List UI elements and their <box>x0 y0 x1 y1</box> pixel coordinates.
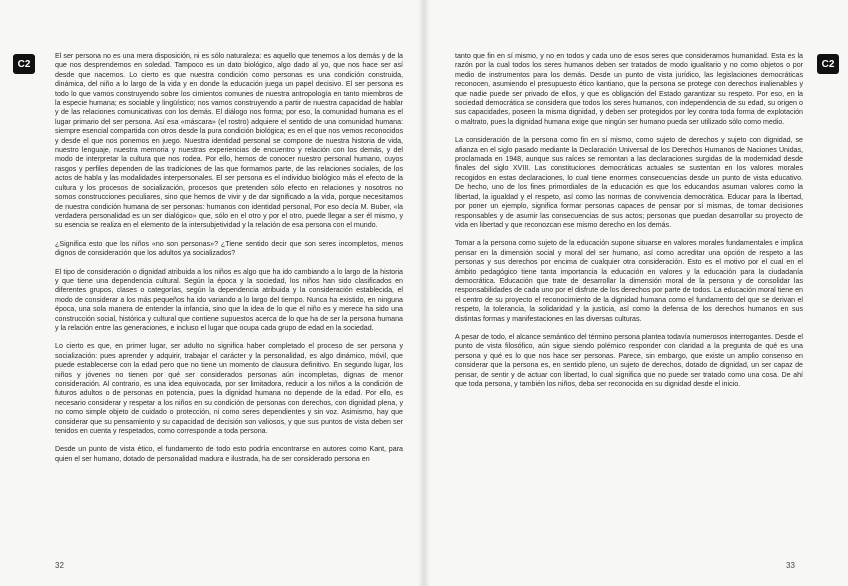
page-number-right: 33 <box>786 561 795 570</box>
right-text-column <box>455 52 803 389</box>
page-number-left: 32 <box>55 561 64 570</box>
paragraph: Tomar a la persona como sujeto de la educación supone situarse en valores morales fundamentales e implica pensar en la dimensión social y moral del ser humano, así como acreditar una opción de respeto a las personas y sus derechos por encima de cualquier otra consideración. Esto es el motivo por el cual en el ámbito pedagógico tiene tanta importancia la educación en valores y la educación para la ciudadanía democrática. Educación que trate de desarrollar la dimensión moral de la persona y de consolidar las responsabilidades de cada uno por el disfrute de los derechos por parte de todos. La educación moral tiene en el centro de su proyecto el reconocimiento de la dignidad humana como el fundamento del que se derivan el respeto, la tolerancia, la solidaridad y la justicia, así como la defensa de los derechos humanos en sus distintas formas y manifestaciones en las diversas culturas. <box>455 239 803 323</box>
paragraph: Desde un punto de vista ético, el fundamento de todo esto podría encontrarse en autores como Kant, para quien el ser humano, dotado de personalidad madura e ilustrada, ha de ser considerado persona en <box>55 445 403 463</box>
paragraph: El ser persona no es una mera disposición, ni es sólo naturaleza: es aquello que tenemos a los demás y de la que nos desprendemos en soledad. Tampoco es un dato biológico, algo dado al yo, que nos hace ser así desde que nacemos. Lo cierto es que nuestra condición como personas es una condición construida, dinámica, del niño a lo largo de la vida y en donde la educación juega un papel decisivo. El ser persona es todo lo que vamos construyendo sobre los cimientos comunes de nuestra antropología en tanto miembros de la especie humana; es sociable y lingüístico; nos vamos construyendo a partir de nuestra capacidad de hablar y de las relaciones comunicativas con los demás. El diálogo nos forma; por eso, la comunidad humana es el lugar primario del ser persona. Así esa «máscara» (el rostro) adquiere el sentido de una comunidad humana: siempre esencial compartida con otros desde la pura condición biológica; es en el que nos vemos reconocidos y desde el que nos ponemos en juego. Nuestra identidad personal se compone de nuestra historia de vida, nuestro lenguaje, nuestra memoria y nuestras experiencias de encuentro y relación con los demás, y del modo de interpretar la cultura que nos rodea. Por ello, hemos de conocer nuestro personal humano, cuyos rasgos y perfiles dependen de las tradiciones de las que formamos parte, de las relaciones sociales, de los actos de habla y las modalidades interpersonales. El ser persona es el individuo biológico más el efecto de la cultura y los procesos de socialización, procesos que pretenden sólo efecto en relaciones y nosotros no somos construcciones peculiares, sino que hemos de vivir y de dar significado a la vida, porque necesitamos de nuestra condición humana de ser personas: humanos con identidad personal, Por eso decía M. Buber, «la verdadera personalidad es un ser dialógico» que, sólo en el otro y por el otro, puede llegar a ser él mismo, y su esencia se realiza en el elemento de la intersubjetividad y la relación de esa persona con el mundo. <box>55 52 403 230</box>
paragraph: El tipo de consideración o dignidad atribuida a los niños es algo que ha ido cambiando a lo largo de la historia y que tiene una dependencia cultural. Según la época y la sociedad, los niños han sido clasificados en diferentes grupos, clases o categorías, según la dependencia atribuida y la consideración establecida, el modo de considerar a los más pequeños ha ido variando a lo largo del tiempo. Nunca ha existido, en ninguna época, una sola manera de entender la infancia, sino que la idea de lo que el niño es y merece ha sido una construcción social, histórica y cultural que contiene supuestos acerca de lo que ha de ser la persona humana y la relación entre las generaciones, e incluso el lugar que ocupa cada grupo de edad en la sociedad. <box>55 267 403 332</box>
section-tab-left: C2 <box>13 54 35 74</box>
paragraph: La consideración de la persona como fin en sí mismo, como sujeto de derechos y sujeto con dignidad, se afianza en el siglo pasado mediante la Declaración Universal de los Derechos Humanos de Naciones Unidas, proclamada en 1948, aunque sus raíces se remontan a las declaraciones surgidas de la modernidad desde finales del siglo XVIII. Las constituciones democráticas actuales se sustentan en los valores morales recogidos en estas declaraciones, lo cual tiene enormes consecuencias desde un punto de vista educativo. De hecho, uno de los fines primordiales de la educación es que los educandos asuman valores como la libertad, la igualdad y el respeto, así como las normas de convivencia democrática. Educar para la libertad, por poner un ejemplo, significa formar personas capaces de pensar por sí mismas, de tomar decisiones responsables y de asumir las consecuencias de sus actos; personas que puedan desarrollar su proyecto de vida en libertad y que reconozcan ese mismo derecho en los demás. <box>455 136 803 229</box>
paragraph: A pesar de todo, el alcance semántico del término persona plantea todavía numerosos interrogantes. Desde el punto de vista filosófico, aún sigue siendo polémico responder con claridad a la pregunta de qué es una persona y qué es lo que nos hace ser personas. Parece, sin embargo, que existe un amplio consenso en considerar que la persona es, en sentido pleno, un sujeto de derechos, dotado de dignidad, un ser capaz de pensar, de sentir y de actuar con libertad, lo cual significa que no puede ser tratado como una cosa. De ahí que toda persona, y también los niños, deba ser reconocida en su dignidad desde el inicio. <box>455 332 803 388</box>
paragraph: Lo cierto es que, en primer lugar, ser adulto no significa haber completado el proceso de ser persona y socialización: pues aprender y adquirir, trabajar el carácter y la personalidad, es algo dinámico, móvil, que puede establecerse con la edad pero que no tiene un momento de clausura definitivo. En segundo lugar, los niños y jóvenes no tienen por qué ser considerados personas aún incompletas, dignas de menor consideración. Al contrario, es una idea equivocada, por ser limitadora, reducir a los niños a la condición de futuros adultos o de personas en potencia, pues la dignidad humana no depende de la edad. Por ello, es necesario considerar y respetar a los niños en su condición de personas con derechos, con dignidad plena, y no como simple objeto de cuidado o protección, ni como seres dependientes y sin voz. Asimismo, hay que considerar que su pensamiento y su capacidad de decisión son valiosos, y que sus puntos de vista deben ser tenidos en cuenta y respetados, como corresponde a toda persona. <box>55 342 403 436</box>
left-text-column <box>55 52 403 464</box>
paragraph: ¿Significa esto que los niños «no son personas»? ¿Tiene sentido decir que son seres incompletos, menos dignos de consideración que los adultos ya socializados? <box>55 239 403 258</box>
paragraph: tanto que fin en sí mismo, y no en todos y cada uno de esos seres que consideramos humanidad. Esta es la razón por la cual todos los seres humanos deben ser tratados de modo igualitario y no como objetos o por medio de instrumentos para los demás. Desde un punto de vista jurídico, las legislaciones democráticas reconocen, asumiendo el presupuesto ético kantiano, que la persona se protege con derechos inalienables y que nadie puede ser privado de ellos, y que es obligación del Estado garantizar su respeto. Por eso, en la sociedad democrática se considera que todos los seres humanos, con independencia de su edad, su origen o sus capacidades, poseen la misma dignidad, y deben ser protegidos por ley contra toda forma de explotación o maltrato, pues la dignidad humana exige que ningún ser humano pueda ser utilizado sólo como medio. <box>455 52 803 126</box>
book-gutter-shadow <box>418 0 430 586</box>
section-tab-right: C2 <box>817 54 839 74</box>
